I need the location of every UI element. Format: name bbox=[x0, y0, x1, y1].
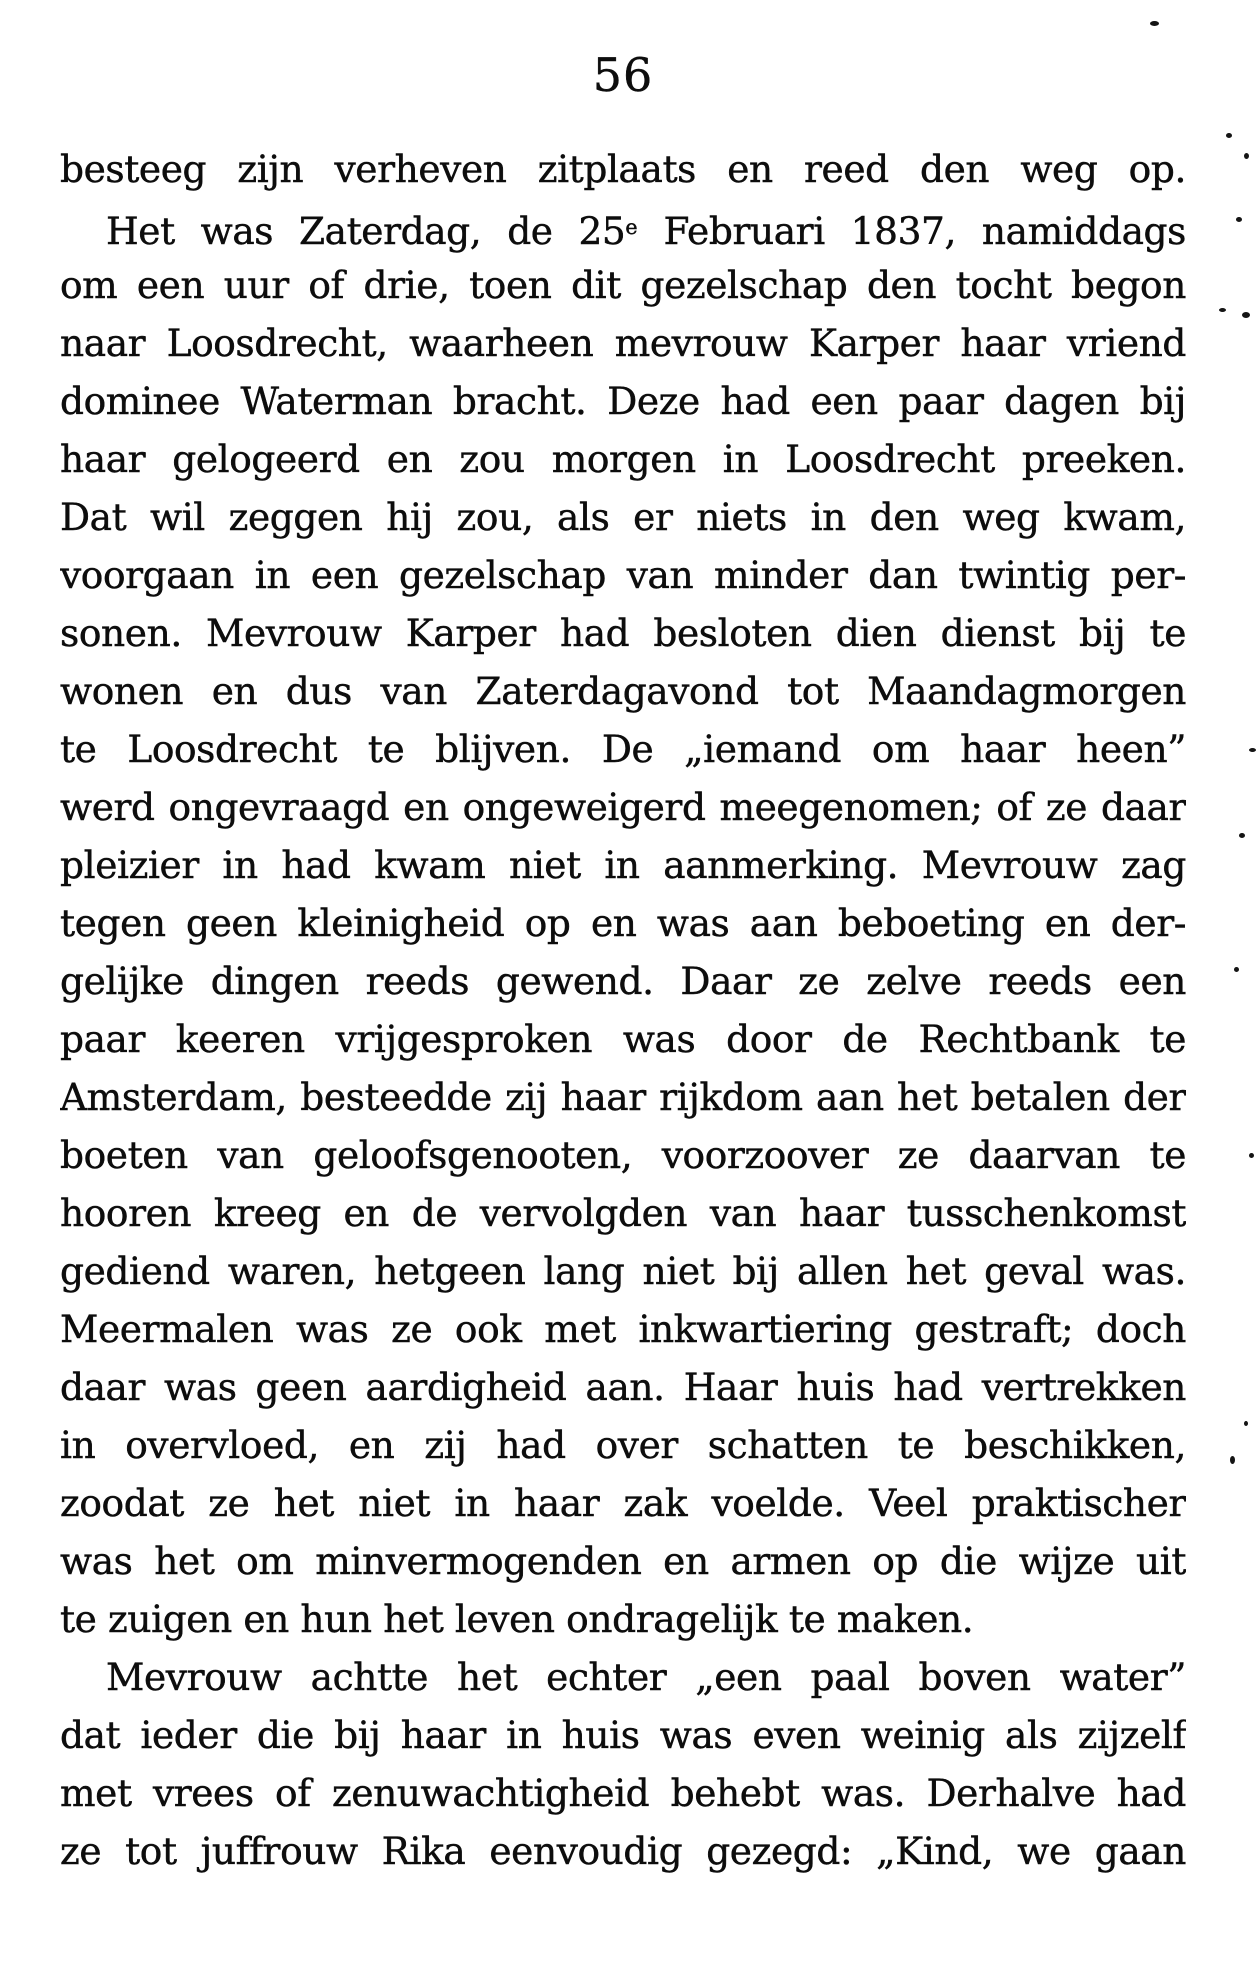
page-number: 56 bbox=[592, 48, 654, 102]
text-line: was het om minvermogenden en armen op die wijze uit bbox=[60, 1539, 1186, 1583]
text-line: besteeg zijn verheven zitplaats en reed den weg op. bbox=[60, 147, 1186, 191]
text-line: Amsterdam, besteedde zij haar rijkdom aan het betalen der bbox=[60, 1075, 1186, 1119]
text-line: met vrees of zenuwachtigheid behebt was. Derhalve had bbox=[60, 1771, 1186, 1815]
text-line: Dat wil zeggen hij zou, als er niets in den weg kwam, bbox=[60, 495, 1186, 539]
print-speck bbox=[1244, 1421, 1248, 1426]
text-line: zoodat ze het niet in haar zak voelde. Veel praktischer bbox=[60, 1481, 1186, 1525]
text-line: paar keeren vrijgesproken was door de Rechtbank te bbox=[60, 1017, 1186, 1061]
text-segment: Het was Zaterdag, de 25 bbox=[106, 208, 626, 253]
print-speck bbox=[1242, 312, 1250, 318]
print-speck bbox=[1226, 133, 1232, 138]
text-line: te zuigen en hun het leven ondragelijk te maken. bbox=[60, 1597, 974, 1641]
text-line: dominee Waterman bracht. Deze had een paar dagen bij bbox=[60, 379, 1186, 423]
text-line: ze tot juffrouw Rika eenvoudig gezegd: „Kind, we gaan bbox=[60, 1829, 1186, 1873]
text-line: in overvloed, en zij had over schatten te beschikken, bbox=[60, 1423, 1186, 1467]
text-line: wonen en dus van Zaterdagavond tot Maandagmorgen bbox=[60, 669, 1186, 713]
print-speck bbox=[1244, 153, 1249, 159]
body-text bbox=[60, 140, 1186, 1880]
paragraph bbox=[60, 1648, 1186, 1880]
text-line: te Loosdrecht te blijven. De „iemand om haar heen” bbox=[60, 727, 1186, 771]
print-speck bbox=[1239, 833, 1245, 838]
superscript-ordinal: e bbox=[625, 215, 638, 239]
paragraph bbox=[60, 140, 1186, 198]
text-segment: Februari 1837, namiddags bbox=[637, 208, 1186, 253]
text-line: hooren kreeg en de vervolgden van haar tusschenkomst bbox=[60, 1191, 1186, 1235]
text-line: boeten van geloofsgenooten, voorzoover ze daarvan te bbox=[60, 1133, 1186, 1177]
print-speck bbox=[1249, 748, 1256, 752]
text-line: pleizier in had kwam niet in aanmerking. Mevrouw zag bbox=[60, 843, 1186, 887]
text-line: Mevrouw achtte het echter „een paal boven water” bbox=[106, 1655, 1186, 1699]
print-speck bbox=[1249, 1153, 1254, 1158]
text-line: om een uur of drie, toen dit gezelschap den tocht begon bbox=[60, 263, 1186, 307]
text-line bbox=[60, 198, 1186, 256]
paragraph bbox=[60, 198, 1186, 1648]
text-line: Meermalen was ze ook met inkwartiering gestraft; doch bbox=[60, 1307, 1186, 1351]
print-speck bbox=[1219, 308, 1226, 312]
text-line: daar was geen aardigheid aan. Haar huis had vertrekken bbox=[60, 1365, 1186, 1409]
text-line: gelijke dingen reeds gewend. Daar ze zelve reeds een bbox=[60, 959, 1186, 1003]
print-speck bbox=[1150, 21, 1159, 26]
print-speck bbox=[1236, 217, 1242, 222]
text-line: naar Loosdrecht, waarheen mevrouw Karper haar vriend bbox=[60, 321, 1186, 365]
text-line: tegen geen kleinigheid op en was aan beboeting en der- bbox=[60, 901, 1186, 945]
text-line: gediend waren, hetgeen lang niet bij allen het geval was. bbox=[60, 1249, 1186, 1293]
print-speck bbox=[1230, 1456, 1235, 1464]
text-line: voorgaan in een gezelschap van minder dan twintig per- bbox=[60, 553, 1186, 597]
text-line: werd ongevraagd en ongeweigerd meegenomen; of ze daar bbox=[60, 785, 1186, 829]
text-line: dat ieder die bij haar in huis was even weinig als zijzelf bbox=[60, 1713, 1186, 1757]
text-line: sonen. Mevrouw Karper had besloten dien dienst bij te bbox=[60, 611, 1186, 655]
text-line: haar gelogeerd en zou morgen in Loosdrecht preeken. bbox=[60, 437, 1186, 481]
print-speck bbox=[1234, 967, 1239, 972]
